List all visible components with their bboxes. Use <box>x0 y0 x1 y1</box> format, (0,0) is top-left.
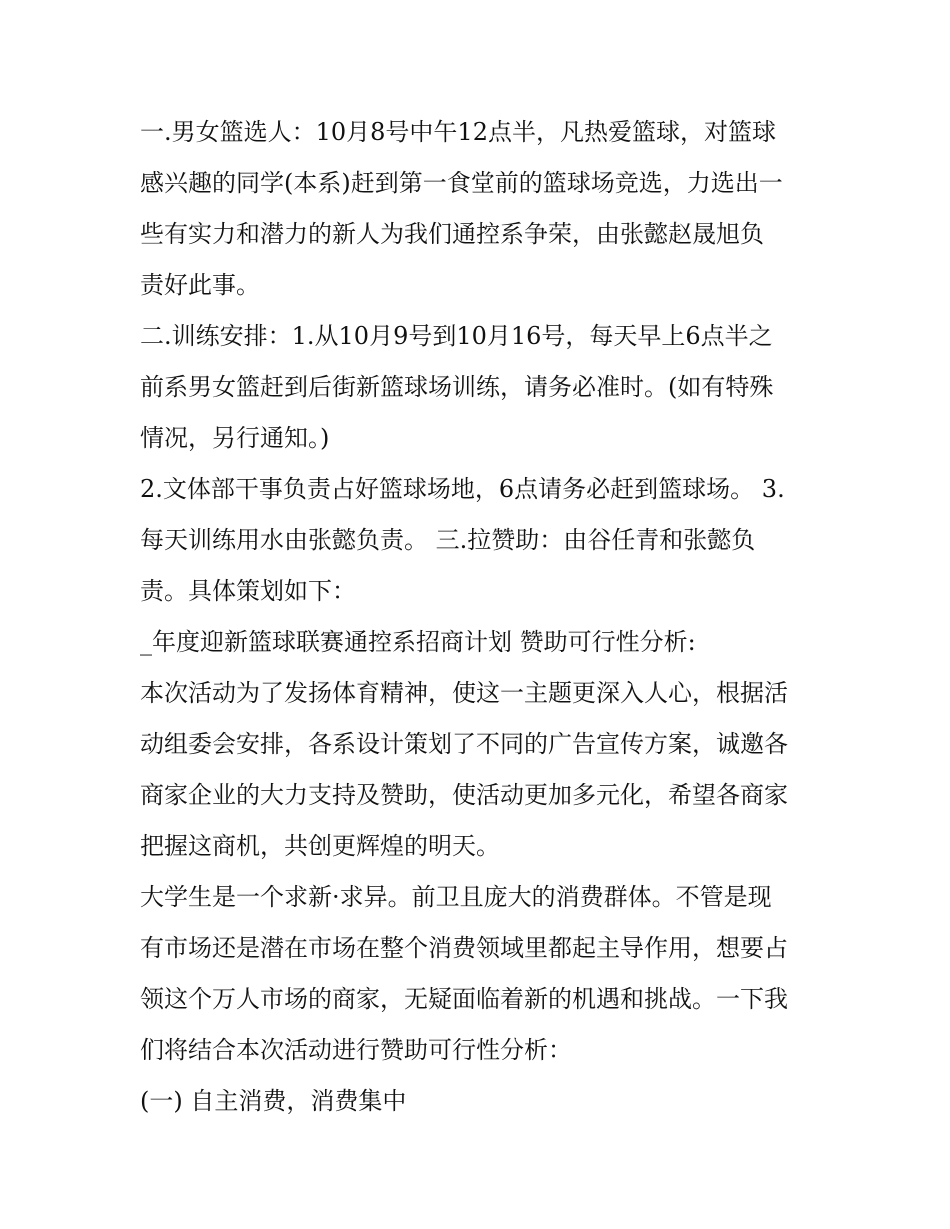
text-line: 们将结合本次活动进行赞助可行性分析： <box>140 1036 572 1064</box>
text-line: _年度迎新篮球联赛通控系招商计划 赞助可行性分析: <box>140 628 696 656</box>
text-line: 前系男女篮赶到后街新篮球场训练，请务必准时。(如有特殊 <box>140 373 774 401</box>
text-line: 责。具体策划如下： <box>140 577 356 605</box>
text-line: 一.男女篮选人：10月8号中午12点半，凡热爱篮球，对篮球 <box>140 118 776 146</box>
text-line: 责好此事。 <box>140 271 260 299</box>
text-line: 感兴趣的同学(本系)赶到第一食堂前的篮球场竞选，力选出一 <box>140 169 783 197</box>
text-line: 情况，另行通知。) <box>140 424 330 452</box>
text-line: 2.文体部干事负责占好篮球场地，6点请务必赶到篮球场。 3. <box>140 475 785 503</box>
text-line: 大学生是一个求新·求异。前卫且庞大的消费群体。不管是现 <box>140 883 772 911</box>
text-line: 二.训练安排：1.从10月9号到10月16号，每天早上6点半之 <box>140 322 773 350</box>
text-line: 每天训练用水由张懿负责。 三.拉赞助：由谷任青和张懿负 <box>140 526 756 554</box>
text-line: 些有实力和潜力的新人为我们通控系争荣，由张懿赵晟旭负 <box>140 220 764 248</box>
text-line: (一) 自主消费，消费集中 <box>140 1087 407 1115</box>
text-line: 动组委会安排，各系设计策划了不同的广告宣传方案，诚邀各 <box>140 730 788 758</box>
text-line: 本次活动为了发扬体育精神，使这一主题更深入人心，根据活 <box>140 679 788 707</box>
text-line: 领这个万人市场的商家，无疑面临着新的机遇和挑战。一下我 <box>140 985 788 1013</box>
text-line: 把握这商机，共创更辉煌的明天。 <box>140 832 500 860</box>
document-body <box>140 107 820 1127</box>
text-line: 有市场还是潜在市场在整个消费领域里都起主导作用，想要占 <box>140 934 788 962</box>
text-line: 商家企业的大力支持及赞助，使活动更加多元化，希望各商家 <box>140 781 788 809</box>
